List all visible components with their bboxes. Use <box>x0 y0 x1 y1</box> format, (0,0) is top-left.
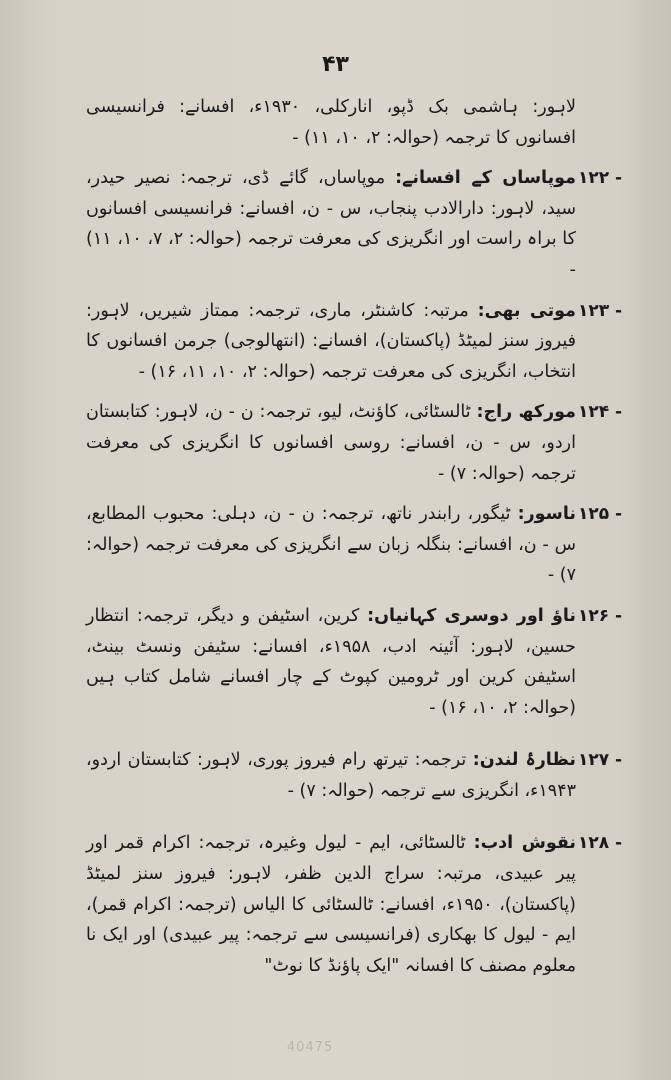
bibliography-entry-123 <box>86 296 623 388</box>
entry-number: ۱۲۴ - <box>578 402 623 423</box>
entry-number: ۱۲۵ - <box>578 504 623 525</box>
bibliography-entry-125 <box>86 499 623 591</box>
entry-body: مرتبہ: کاشنٹر، ماری، ترجمہ: ممتاز شیریں، لاہور: فیروز سنز لمیٹڈ (پاکستان)، افسانے: (انتھالوجی) جرمن افسانوں کا انتخاب، انگریزی کی معرفت ترجمہ (حوالہ: ۲، ۱۰، ۱۱، ۱۶) - <box>86 300 576 382</box>
entry-body: ٹیگور، رابندر ناتھ، ترجمہ: ن - ن، دہلی: محبوب المطابع، س - ن، افسانے: بنگلہ زبان سے انگریزی کی معرفت ترجمہ (حوالہ: ۷) - <box>86 504 576 586</box>
entry-title: موتی بھی: <box>477 300 576 321</box>
entry-number: ۱۲۷ - <box>578 750 623 771</box>
entry-title: مورکھ راج: <box>476 402 576 423</box>
bibliography-entry-128 <box>86 828 623 981</box>
faint-footer-mark: 40475 <box>286 1040 334 1055</box>
entry-body: ٹالسٹائی، ایم - لیول وغیرہ، ترجمہ: اکرام قمر اور پیر عبیدی، مرتبہ: سراج الدین ظفر، لاہور: فیروز سنز لمیٹڈ (پاکستان)، ۱۹۵۰ء، افسانے: ٹالسٹائی کا الیاس (ترجمہ: اکرام قمر)، ایم - لیول کا بھکاری (فرانسیسی سے ترجمہ: پیر عبیدی) اور ایک نا معلوم مصنف کا افسانہ "ایک پاؤنڈ کا نوٹ" <box>86 833 576 976</box>
entry-title: نظارۂ لندن: <box>472 750 576 771</box>
lead-paragraph: لاہور: ہاشمی بک ڈپو، انارکلی، ۱۹۳۰ء، افسانے: فرانسیسی افسانوں کا ترجمہ (حوالہ: ۲، ۱۰، ۱۱) - <box>86 97 576 148</box>
entry-title: ناؤ اور دوسری کہانیاں: <box>367 605 576 626</box>
entry-title: ناسور: <box>517 504 576 525</box>
page-number: ۴۳ <box>322 52 349 77</box>
bibliography-list <box>86 92 623 981</box>
entry-number: ۱۲۸ - <box>578 833 623 854</box>
entry-body: کرین، اسٹیفن و دیگر، ترجمہ: انتظار حسین، لاہور: آئینہ ادب، ۱۹۵۸ء، افسانے: سٹیفن ونسٹ بینٹ، اسٹیفن کرین اور ٹرومین کپوٹ کے چار افسانے شامل کتاب ہیں (حوالہ: ۲، ۱۰، ۱۶) - <box>86 605 576 718</box>
entry-body: موپاساں، گائے ڈی، ترجمہ: نصیر حیدر، سید، لاہور: دارالادب پنجاب، س - ن، افسانے: فرانسیسی افسانوں کا براہ راست اور انگریزی کی معرفت ترجمہ (حوالہ: ۲، ۷، ۱۰، ۱۱) - <box>86 168 576 280</box>
bibliography-entry-124 <box>86 397 623 489</box>
entry-title: نقوش ادب: <box>473 833 576 854</box>
entry-body: ترجمہ: تیرتھ رام فیروز پوری، لاہور: کتابستان اردو، ۱۹۴۳ء، انگریزی سے ترجمہ (حوالہ: ۷) - <box>86 750 576 801</box>
entry-body: ٹالسٹائی، کاؤنٹ، لیو، ترجمہ: ن - ن، لاہور: کتابستان اردو، س - ن، افسانے: روسی افسانوں کا انگریزی کی معرفت ترجمہ (حوالہ: ۷) - <box>86 402 576 484</box>
bibliography-entry-127 <box>86 745 623 806</box>
entry-number: ۱۲۳ - <box>578 300 623 321</box>
entry-number: ۱۲۲ - <box>578 168 623 189</box>
entry-number: ۱۲۶ - <box>578 605 623 626</box>
entry-title: موپاساں کے افسانے: <box>395 168 576 189</box>
bibliography-entry-126 <box>86 601 623 723</box>
bibliography-entry-122 <box>86 163 623 285</box>
